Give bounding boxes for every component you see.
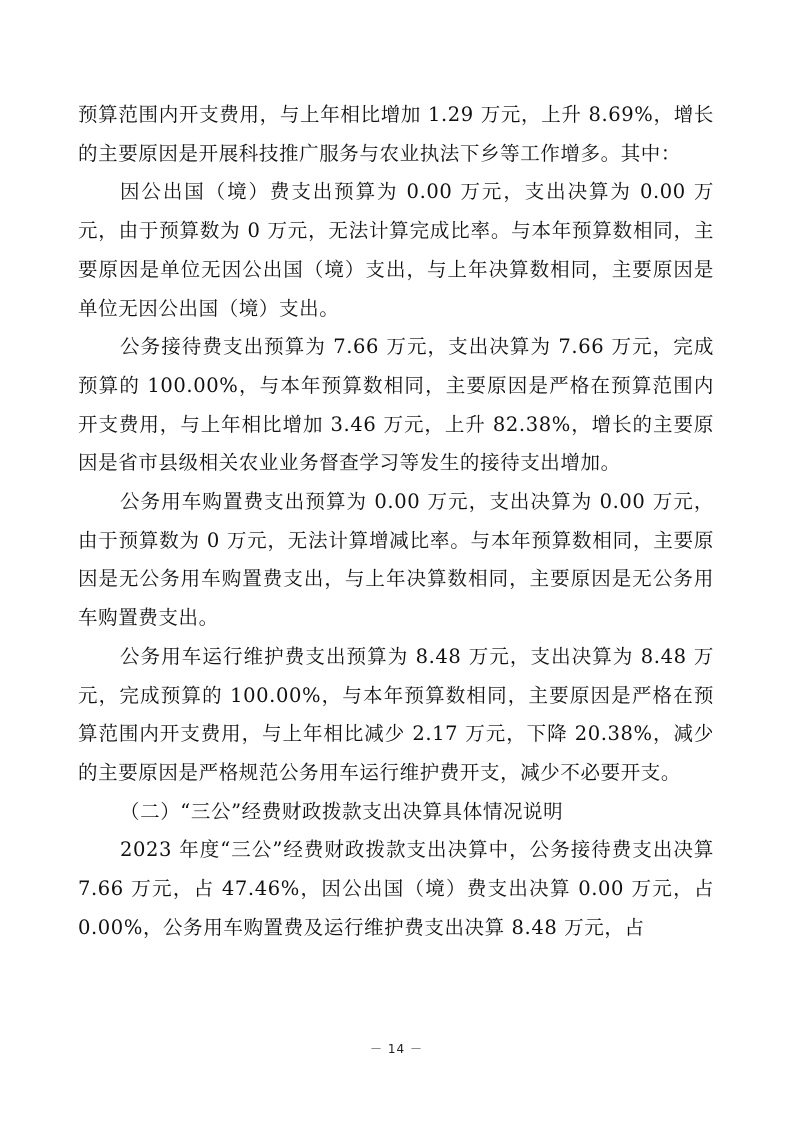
paragraph-reception: 公务接待费支出预算为 7.66 万元，支出决算为 7.66 万元，完成预算的 100.00%，与本年预算数相同，主要原因是严格在预算范围内开支费用，与上年相比增加 3.46 万元，上升 82.38%，增长的主要原因是省市县级相关农业业务督查学习等发生的接待支出增加。 [78,335,714,475]
page-number: － 14 － [370,1042,423,1056]
paragraph-overseas-travel: 因公出国（境）费支出预算为 0.00 万元，支出决算为 0.00 万元，由于预算数为 0 万元，无法计算完成比率。与本年预算数相同，主要原因是单位无因公出国（境）支出，与上年决算数相同，主要原因是单位无因公出国（境）支出。 [78,180,714,320]
page-content [78,96,714,947]
paragraph-continuation: 预算范围内开支费用，与上年相比增加 1.29 万元，上升 8.69%，增长的主要原因是开展科技推广服务与农业执法下乡等工作增多。其中： [78,103,714,165]
paragraph-vehicle-maintenance: 公务用车运行维护费支出预算为 8.48 万元，支出决算为 8.48 万元，完成预算的 100.00%，与本年预算数相同，主要原因是严格在预算范围内开支费用，与上年相比减少 2.17 万元，下降 20.38%，减少的主要原因是严格规范公务用车运行维护费开支，减少不必要开支。 [78,644,714,784]
paragraph-vehicle-purchase: 公务用车购置费支出预算为 0.00 万元，支出决算为 0.00 万元，由于预算数为 0 万元，无法计算增减比率。与本年预算数相同，主要原因是无公务用车购置费支出，与上年决算数相同，主要原因是无公务用车购置费支出。 [78,490,714,630]
section-heading: （二）“三公”经费财政拨款支出决算具体情况说明 [120,799,564,823]
paragraph-summary: 2023 年度“三公”经费财政拨款支出决算中，公务接待费支出决算 7.66 万元，占 47.46%，因公出国（境）费支出决算 0.00 万元，占 0.00%，公务用车购置费及运行维护费支出决算 8.48 万元，占 [78,838,714,939]
